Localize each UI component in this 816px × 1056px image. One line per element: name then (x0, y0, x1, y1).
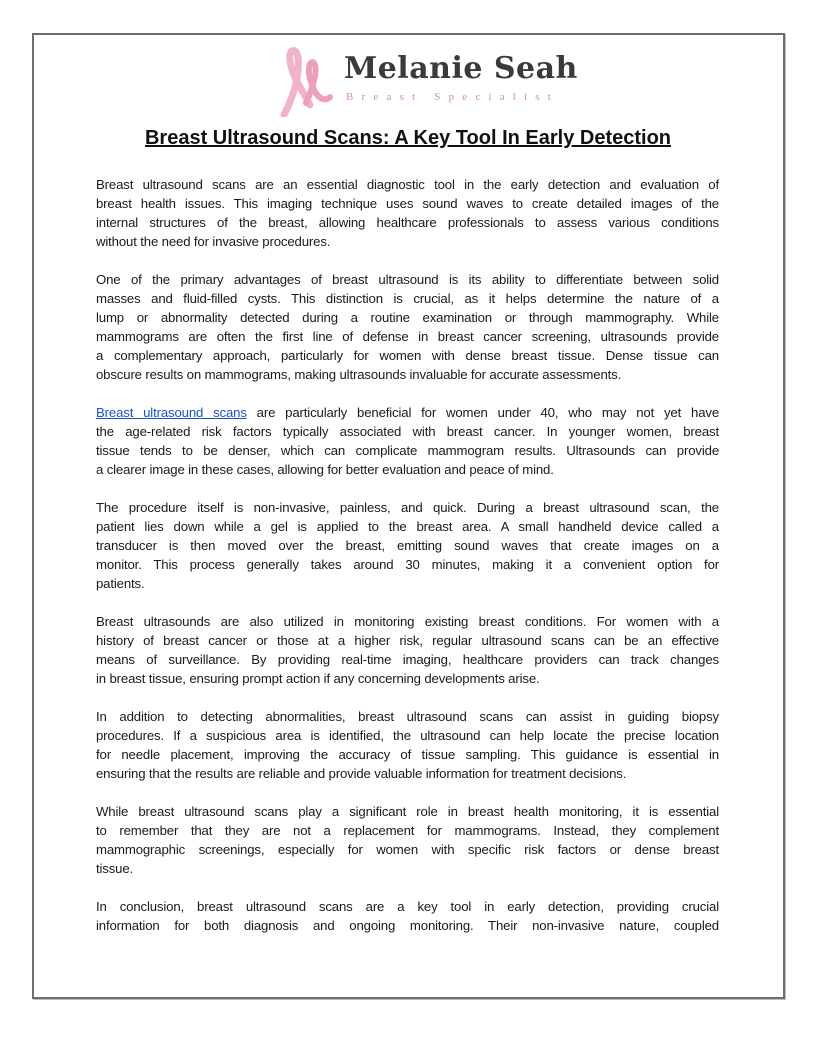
text-line: In conclusion, breast ultrasound scans are a key tool in early detection, providing crucial (96, 899, 719, 914)
ribbon-icon (280, 45, 350, 117)
text-line: transducer is then moved over the breast, emitting sound waves that create images on a (96, 538, 719, 553)
text-fragment: are particularly beneficial for women under 40, who may not yet have (246, 405, 720, 420)
text-line: history of breast cancer or those at a higher risk, regular ultrasound scans can be an effective (96, 633, 719, 648)
paragraph (96, 897, 719, 935)
text-line: tissue tends to be denser, which can complicate mammogram results. Ultrasounds can provide (96, 443, 719, 458)
text-line: breast health issues. This imaging technique uses sound waves to create detailed images of the (96, 196, 719, 211)
text-line: without the need for invasive procedures. (96, 234, 331, 249)
text-line: In addition to detecting abnormalities, breast ultrasound scans can assist in guiding biopsy (96, 709, 719, 724)
text-line: a clearer image in these cases, allowing for better evaluation and peace of mind. (96, 462, 554, 477)
text-line: procedures. If a suspicious area is identified, the ultrasound can help locate the precise location (96, 728, 719, 743)
logo-tagline: Breast Specialist (346, 91, 560, 103)
text-line: One of the primary advantages of breast ultrasound is its ability to differentiate between solid (96, 272, 719, 287)
text-line: for needle placement, improving the accuracy of tissue sampling. This guidance is essential in (96, 747, 719, 762)
text-line: patient lies down while a gel is applied to the breast area. A small handheld device called a (96, 519, 719, 534)
paragraph (96, 707, 719, 783)
text-line: in breast tissue, ensuring prompt action if any concerning developments arise. (96, 671, 540, 686)
paragraph (96, 403, 719, 479)
text-line: mammograms are often the first line of defense in breast cancer screening, ultrasounds provide (96, 329, 719, 344)
text-line: lump or abnormality detected during a routine examination or through mammography. While (96, 310, 719, 325)
page-title: Breast Ultrasound Scans: A Key Tool In Early Detection (144, 127, 672, 149)
breast-ultrasound-scans-link[interactable]: Breast ultrasound scans (96, 405, 247, 420)
text-line: internal structures of the breast, allowing healthcare professionals to assess various conditions (96, 215, 719, 230)
text-line: monitor. This process generally takes around 30 minutes, making it a convenient option for (96, 557, 719, 572)
logo (280, 45, 580, 117)
text-line: a complementary approach, particularly for women with dense breast tissue. Dense tissue can (96, 348, 719, 363)
text-line: obscure results on mammograms, making ultrasounds invaluable for accurate assessments. (96, 367, 622, 382)
text-line (96, 403, 719, 422)
text-line: While breast ultrasound scans play a significant role in breast health monitoring, it is essential (96, 804, 719, 819)
paragraph (96, 612, 719, 688)
text-line: The procedure itself is non-invasive, painless, and quick. During a breast ultrasound scan, the (96, 500, 719, 515)
paragraph (96, 802, 719, 878)
paragraph (96, 498, 719, 593)
text-line: information for both diagnosis and ongoing monitoring. Their non-invasive nature, coupled (96, 918, 719, 933)
text-line: to remember that they are not a replacement for mammograms. Instead, they complement (96, 823, 719, 838)
text-line: Breast ultrasound scans are an essential diagnostic tool in the early detection and evaluation of (96, 177, 719, 192)
text-line: masses and fluid-filled cysts. This distinction is crucial, as it helps determine the nature of a (96, 291, 719, 306)
text-line: ensuring that the results are reliable and provide valuable information for treatment decisions. (96, 766, 627, 781)
text-line: patients. (96, 576, 145, 591)
paragraph (96, 270, 719, 384)
text-line: tissue. (96, 861, 134, 876)
text-line: mammographic screenings, especially for women with specific risk factors or dense breast (96, 842, 719, 857)
logo-name: Melanie Seah (344, 51, 578, 86)
paragraph (96, 175, 719, 251)
text-line: means of surveillance. By providing real-time imaging, healthcare providers can track changes (96, 652, 719, 667)
text-line: the age-related risk factors typically associated with breast cancer. In younger women, breast (96, 424, 719, 439)
text-line: Breast ultrasounds are also utilized in monitoring existing breast conditions. For women with a (96, 614, 719, 629)
article-body (96, 175, 719, 954)
